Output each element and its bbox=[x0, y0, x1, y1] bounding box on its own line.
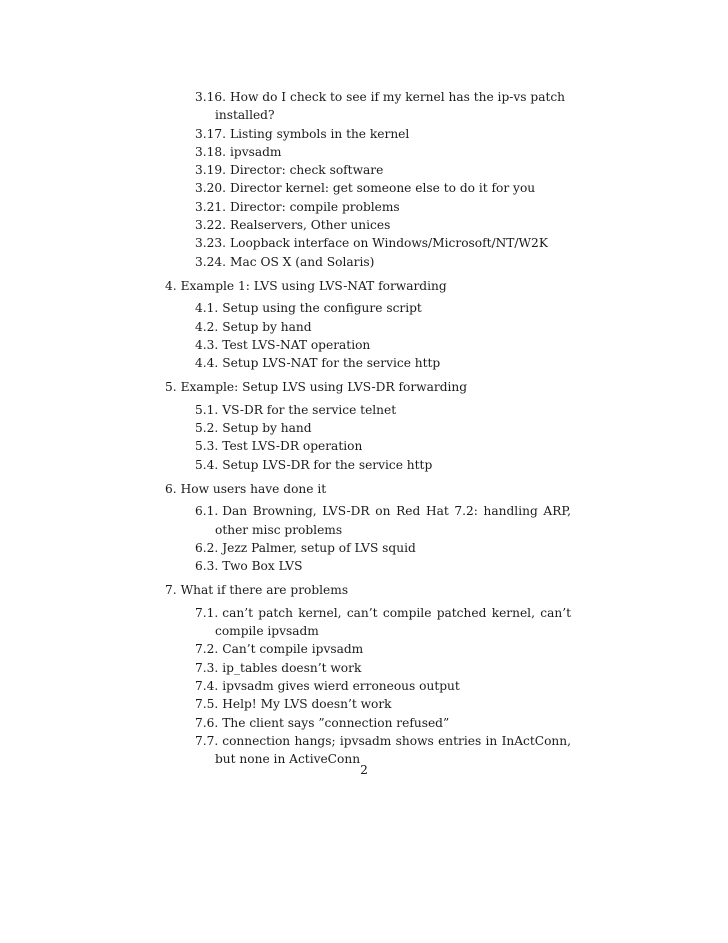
toc-item-3-20[interactable]: 3.20. Director kernel: get someone else to do it for you bbox=[195, 181, 536, 196]
toc-item-3-16[interactable]: 3.16. How do I check to see if my kernel has the ip-vs patch installed? bbox=[195, 90, 566, 123]
toc-item-7-4[interactable]: 7.4. ipvsadm gives wierd erroneous output bbox=[195, 678, 460, 693]
toc-section-4 bbox=[163, 277, 571, 372]
toc-item-6-1[interactable]: 6.1. Dan Browning, LVS-DR on Red Hat 7.2: handling ARP, other misc problems bbox=[195, 504, 571, 537]
toc-item-3-23[interactable]: 3.23. Loopback interface on Windows/Microsoft/NT/W2K bbox=[195, 236, 548, 251]
toc-item-3-21[interactable]: 3.21. Director: compile problems bbox=[195, 199, 400, 214]
toc-item-4-4[interactable]: 4.4. Setup LVS-NAT for the service http bbox=[195, 356, 441, 371]
toc-item-7-1[interactable]: 7.1. can’t patch kernel, can’t compile patched kernel, can’t compile ipvsadm bbox=[195, 605, 571, 639]
toc-item-4-3[interactable]: 4.3. Test LVS-NAT operation bbox=[195, 337, 371, 352]
toc-item-7-5[interactable]: 7.5. Help! My LVS doesn’t work bbox=[195, 697, 392, 712]
toc-section-title-7[interactable]: 7. What if there are problems bbox=[165, 583, 349, 598]
toc-item-3-19[interactable]: 3.19. Director: check software bbox=[195, 163, 384, 178]
toc-item-4-2[interactable]: 4.2. Setup by hand bbox=[195, 319, 312, 334]
toc-item-7-6[interactable]: 7.6. The client says ”connection refused” bbox=[195, 715, 450, 730]
toc-section-title-4[interactable]: 4. Example 1: LVS using LVS-NAT forwarding bbox=[165, 278, 447, 293]
toc-item-6-2[interactable]: 6.2. Jezz Palmer, setup of LVS squid bbox=[195, 540, 416, 555]
toc-item-5-3[interactable]: 5.3. Test LVS-DR operation bbox=[195, 439, 363, 454]
toc-item-3-18[interactable]: 3.18. ipvsadm bbox=[195, 144, 282, 159]
toc-item-3-24[interactable]: 3.24. Mac OS X (and Solaris) bbox=[195, 254, 375, 269]
toc-section-title-5[interactable]: 5. Example: Setup LVS using LVS-DR forwarding bbox=[165, 380, 468, 395]
toc-item-7-3[interactable]: 7.3. ip_tables doesn’t work bbox=[195, 660, 362, 675]
page-number: 2 bbox=[360, 763, 368, 777]
toc-item-5-4[interactable]: 5.4. Setup LVS-DR for the service http bbox=[195, 457, 433, 472]
toc-item-6-3[interactable]: 6.3. Two Box LVS bbox=[195, 559, 303, 574]
toc-section-6 bbox=[163, 480, 571, 575]
table-of-contents bbox=[163, 88, 571, 768]
toc-section-title-6[interactable]: 6. How users have done it bbox=[165, 481, 327, 496]
toc-item-5-2[interactable]: 5.2. Setup by hand bbox=[195, 421, 312, 436]
toc-section-5 bbox=[163, 378, 571, 473]
toc-item-7-2[interactable]: 7.2. Can’t compile ipvsadm bbox=[195, 642, 364, 657]
toc-section-3-continued bbox=[163, 88, 571, 271]
toc-item-7-7[interactable]: 7.7. connection hangs; ipvsadm shows entries in InActConn, but none in ActiveConn bbox=[195, 733, 571, 767]
toc-section-7 bbox=[163, 581, 571, 768]
toc-item-3-22[interactable]: 3.22. Realservers, Other unices bbox=[195, 218, 391, 233]
toc-item-3-17[interactable]: 3.17. Listing symbols in the kernel bbox=[195, 126, 410, 141]
toc-item-5-1[interactable]: 5.1. VS-DR for the service telnet bbox=[195, 402, 397, 417]
toc-item-4-1[interactable]: 4.1. Setup using the configure script bbox=[195, 301, 422, 316]
